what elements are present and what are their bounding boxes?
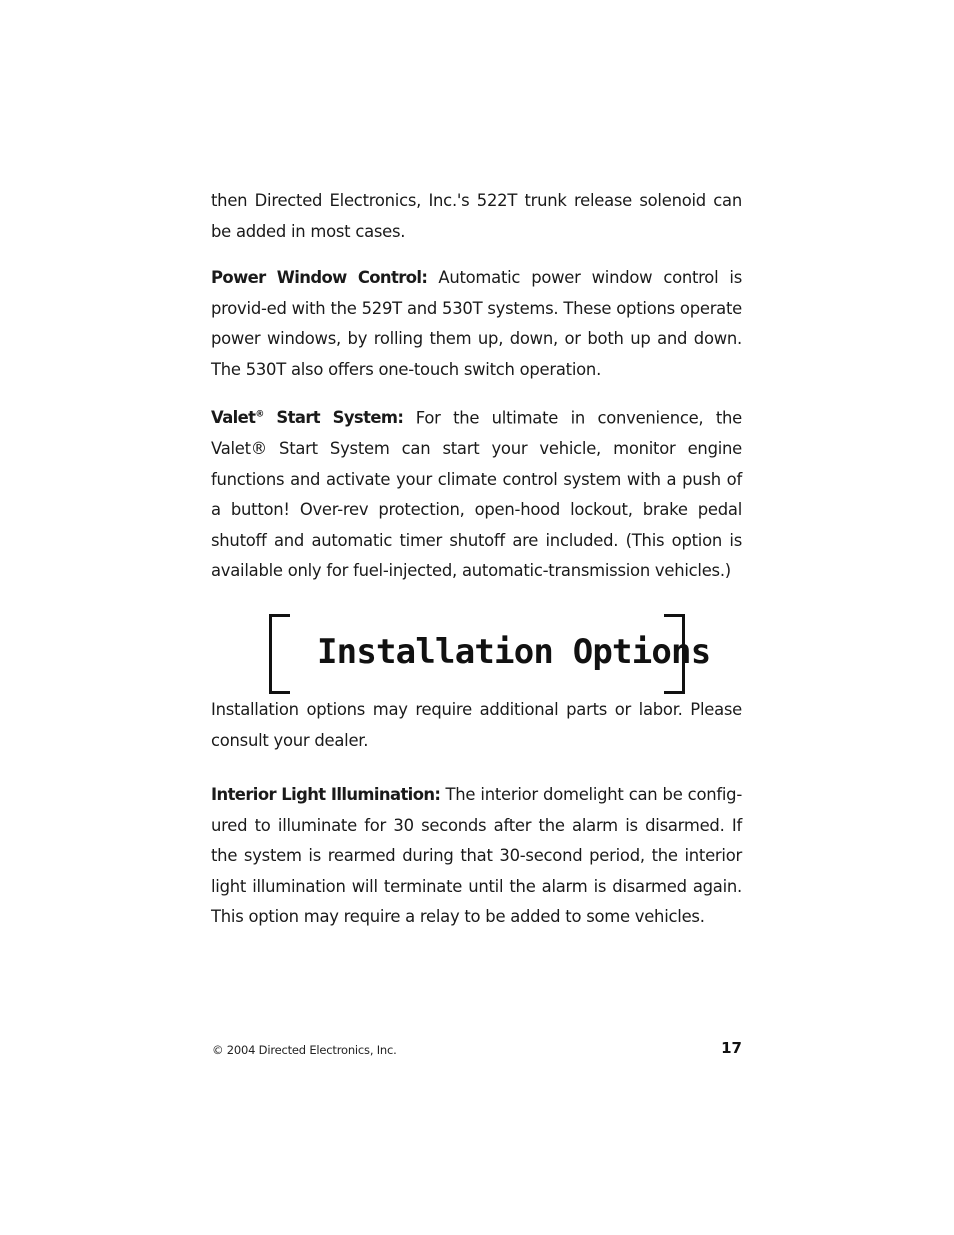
paragraph-interior-light-illumination xyxy=(211,780,742,933)
right-bracket-decoration xyxy=(664,614,685,694)
paragraph-text: For the ultimate in convenience, the Valet® Start System can start your vehicle, monitor engine functions and activate your climate control system with a push of a button! Over-rev protection, open-hood lockout, brake pedal shutoff and automatic timer shutoff are included. (This option is available only for fuel-injected, automatic-transmission vehicles.) xyxy=(211,408,742,581)
paragraph-text: then Directed Electronics, Inc.'s 522T trunk release solenoid can be added in most cases. xyxy=(211,191,742,241)
paragraph-text: Installation options may require additional parts or labor. Please consult your dealer. xyxy=(211,700,742,750)
paragraph-trunk-release xyxy=(211,186,742,247)
lead-label-interior-light: Interior Light Illumination: xyxy=(211,785,441,804)
lead-label-power-window: Power Window Control: xyxy=(211,268,428,287)
lead-label-rest: Start System: xyxy=(263,408,404,428)
page-number: 17 xyxy=(721,1039,742,1057)
copyright-notice: © 2004 Directed Electronics, Inc. xyxy=(212,1043,397,1057)
paragraph-text: Automatic power window control is provid-ed with the 529T and 530T systems. These options operate power windows, by rolling them up, down, or both up and down. The 530T also offers one-touch switch operation. xyxy=(211,268,742,379)
section-heading-box xyxy=(269,614,711,692)
paragraph-power-window-control xyxy=(211,263,742,385)
left-bracket-decoration xyxy=(269,614,290,694)
section-heading: Installation Options xyxy=(317,632,711,672)
paragraph-valet-start-system xyxy=(211,400,742,587)
paragraph-installation-intro xyxy=(211,695,742,756)
paragraph-text: The interior domelight can be config-ured to illuminate for 30 seconds after the alarm is disarmed. If the system is rearmed during that 30-second period, the interior light illumination will terminate until the alarm is disarmed again. This option may require a relay to be added to some vehicles. xyxy=(211,785,742,927)
lead-label-word: Valet xyxy=(211,408,256,428)
registered-mark: ® xyxy=(255,410,264,420)
lead-label-valet-start xyxy=(211,408,403,427)
